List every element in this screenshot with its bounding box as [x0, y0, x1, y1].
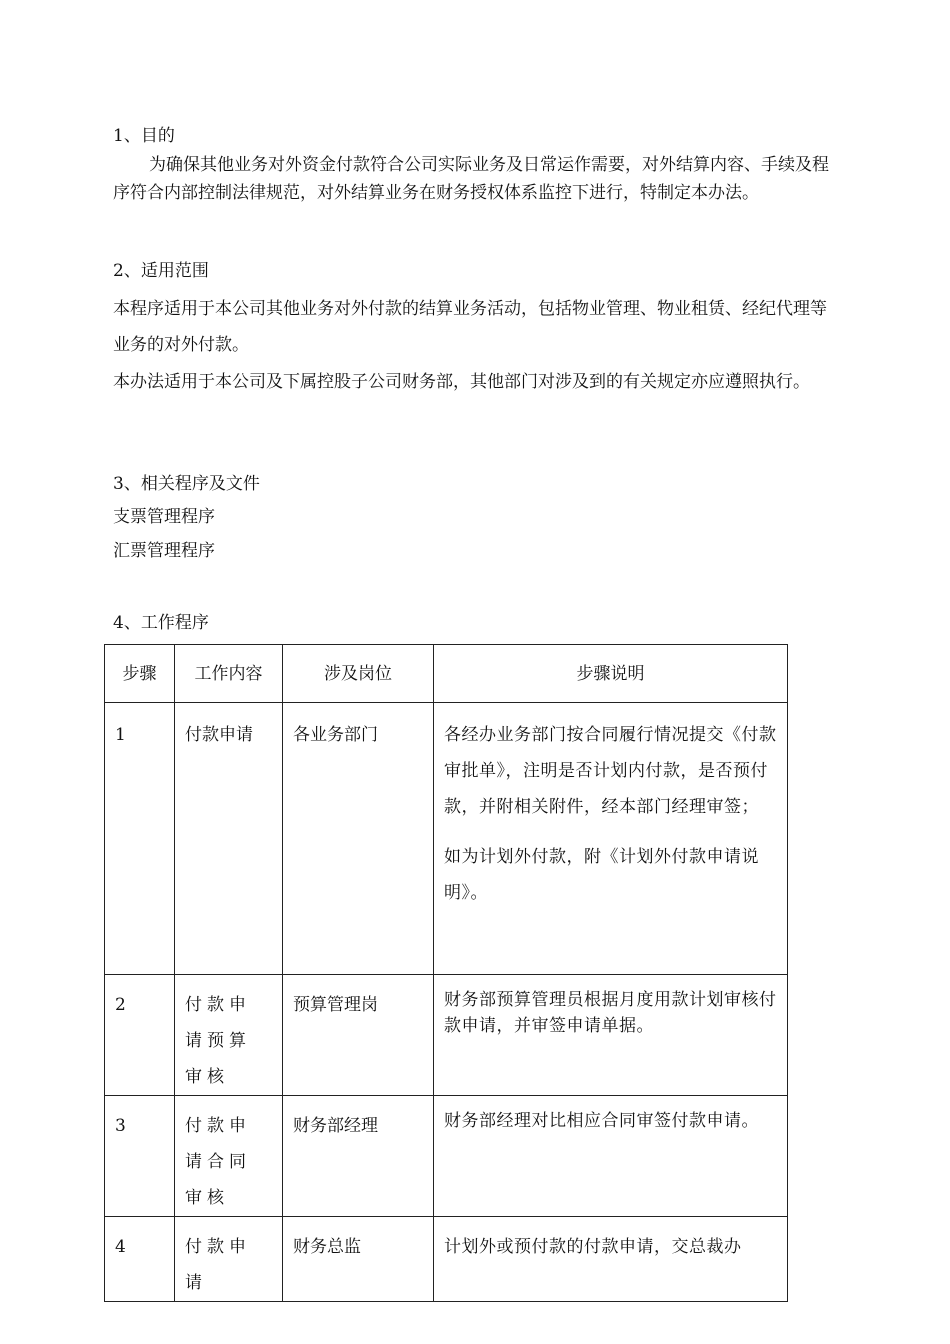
- cell-step: 4: [105, 1217, 175, 1302]
- section-3-title: 3、相关程序及文件: [113, 474, 260, 494]
- cell-step: 3: [105, 1096, 175, 1217]
- cell-content: 付款申请: [175, 1217, 283, 1302]
- cell-description: 计划外或预付款的付款申请，交总裁办: [434, 1217, 788, 1302]
- section-2-text-1: 本程序适用于本公司其他业务对外付款的结算业务活动，包括物业管理、物业租赁、经纪代理等业务的对外付款。: [113, 299, 827, 355]
- header-post: 涉及岗位: [283, 645, 434, 703]
- section-3-item-2: 汇票管理程序: [113, 541, 215, 561]
- table-row: [105, 1096, 788, 1217]
- section-1-title: 1、目的: [113, 126, 175, 146]
- section-2-title: 2、适用范围: [113, 261, 209, 281]
- section-1-text: 为确保其他业务对外资金付款符合公司实际业务及日常运作需要，对外结算内容、手续及程序符合内部控制法律规范，对外结算业务在财务授权体系监控下进行，特制定本办法。: [113, 155, 829, 203]
- cell-content: 付款申请: [175, 703, 283, 975]
- procedure-table: [104, 644, 788, 1302]
- header-content: 工作内容: [175, 645, 283, 703]
- cell-step: 2: [105, 975, 175, 1096]
- cell-description: 各经办业务部门按合同履行情况提交《付款审批单》，注明是否计划内付款，是否预付款，并附相关附件，经本部门经理审签； 如为计划外付款，附《计划外付款申请说明》。: [434, 703, 788, 975]
- table-row: [105, 975, 788, 1096]
- cell-content: 付款申请合同审核: [175, 1096, 283, 1217]
- section-2-text-2: 本办法适用于本公司及下属控股子公司财务部，其他部门对涉及到的有关规定亦应遵照执行。: [113, 372, 810, 392]
- section-3-item-1: 支票管理程序: [113, 507, 215, 527]
- cell-post: 财务总监: [283, 1217, 434, 1302]
- cell-content: 付款申请预算审核: [175, 975, 283, 1096]
- cell-description: 财务部经理对比相应合同审签付款申请。: [434, 1096, 788, 1217]
- header-description: 步骤说明: [434, 645, 788, 703]
- cell-post: 预算管理岗: [283, 975, 434, 1096]
- table-row: [105, 703, 788, 975]
- section-4-title: 4、工作程序: [113, 613, 209, 633]
- cell-step: 1: [105, 703, 175, 975]
- cell-post: 财务部经理: [283, 1096, 434, 1217]
- cell-post: 各业务部门: [283, 703, 434, 975]
- cell-description: 财务部预算管理员根据月度用款计划审核付款申请，并审签申请单据。: [434, 975, 788, 1096]
- table-row: [105, 1217, 788, 1302]
- table-header-row: [105, 645, 788, 703]
- header-step: 步骤: [105, 645, 175, 703]
